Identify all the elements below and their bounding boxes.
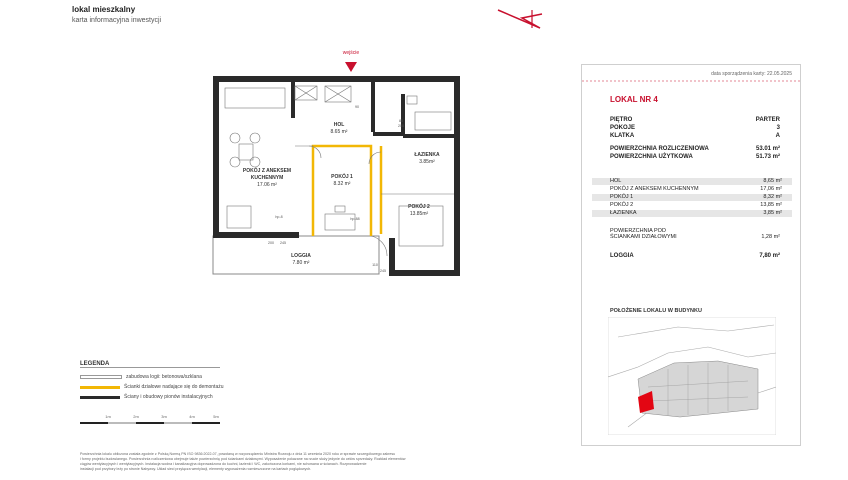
footer-line-1: Powierzchnia lokalu obliczona została zgodnie z Polską Normą PN ISO 9836:2022-07, powołaną w rozporządzeniu Ministra Rozwoju z dnia 11 września 2020 roku w sprawie szczegółowego zakresu: [80, 452, 396, 456]
room-loggia-area: 7.80 m²: [292, 260, 310, 266]
dim-245b: 245: [380, 269, 386, 273]
loggia-label: LOGGIA: [610, 253, 634, 259]
card-date: data sporządzenia karty: 22.05.2025: [711, 71, 792, 77]
footer-line-3: ciągów wentylacyjnych i wentylacyjnych. Instalacja wodna i kanalizacyjna doprowadzona do kuchni, łazienki i WC, zakończona korkami, nie schowana w ścianach. Rozprowadzenie: [80, 462, 367, 466]
room-value: 13,85 m²: [760, 202, 782, 208]
legend-swatch-loggia: [80, 375, 122, 379]
dim-hp88: hp-88: [350, 217, 360, 221]
area-row-usable: [610, 154, 780, 160]
footer-note: [80, 452, 600, 472]
legend-item-loggia: [80, 374, 202, 380]
extra-label-2: ŚCIANKAMI DZIAŁOWYMI: [610, 234, 677, 240]
position-title: POŁOŻENIE LOKALU W BUDYNKU: [610, 308, 702, 314]
scale-4m: 4m: [189, 414, 195, 419]
prop-label: POKOJE: [610, 125, 636, 131]
inner-walls: [291, 82, 454, 138]
prop-value: A: [775, 133, 780, 139]
scale-5m: 5m: [213, 414, 219, 419]
room-p2-area: 13.85m²: [409, 211, 429, 217]
legend-item-wall: [80, 394, 213, 400]
developer-logo-icon: [496, 6, 546, 32]
room-hol-name: HOL: [333, 122, 345, 128]
prop-value: PARTER: [755, 117, 780, 123]
scale-bar: [80, 412, 220, 428]
room-row-p1: [592, 194, 792, 201]
lokal-number: LOKAL NR 4: [610, 95, 658, 104]
room-p2-name: POKÓJ 2: [408, 204, 430, 210]
dim-245: 245: [280, 241, 286, 245]
scale-1m: 1m: [105, 414, 111, 419]
legend-label-partition: Ścianki działowe nadające się do demontażu: [124, 384, 224, 390]
room-label: POKÓJ 1: [610, 194, 634, 200]
room-value: 3,85 m²: [763, 210, 782, 216]
prop-row-floor: [610, 117, 780, 123]
extra-label-1: POWIERZCHNIA POD: [610, 228, 666, 234]
room-label: HOL: [610, 178, 622, 184]
room-hol-area: 8.65 m²: [330, 129, 348, 135]
entrance-label: wejście: [342, 50, 360, 56]
legend-swatch-wall: [80, 396, 120, 399]
room-label: ŁAZIENKA: [610, 210, 637, 216]
room-loggia-name: LOGGIA: [291, 253, 311, 259]
extra-value: 1,28 m²: [761, 234, 780, 240]
card-stripe: [582, 79, 800, 83]
room-value: 8,32 m²: [763, 194, 782, 200]
prop-label: PIĘTRO: [610, 117, 633, 123]
legend-title: LEGENDA: [80, 361, 110, 367]
building-location-map: [608, 317, 776, 435]
scale-3m: 3m: [161, 414, 167, 419]
room-row-lazienka: [592, 210, 792, 217]
dim-110: 110: [372, 263, 378, 267]
extra-area-row: [610, 228, 780, 240]
dim-hp8: hp-8: [275, 215, 283, 219]
entrance-arrow: [345, 62, 357, 72]
dim-80: 80: [399, 119, 403, 123]
header-title: lokal mieszkalny: [72, 5, 136, 14]
legend-divider: [80, 367, 220, 368]
room-value: 17,06 m²: [760, 186, 782, 192]
room-p1-area: 8.32 m²: [333, 181, 351, 187]
room-lazienka-name: ŁAZIENKA: [414, 152, 440, 158]
floor-plan: [205, 46, 475, 286]
room-value: 8,65 m²: [763, 178, 782, 184]
prop-row-rooms: [610, 125, 780, 131]
room-lazienka-area: 3.85m²: [419, 159, 435, 165]
loggia-value: 7,80 m²: [759, 253, 780, 259]
room-p1-name: POKÓJ 1: [331, 174, 353, 180]
footer-line-4: instalacji pod przybory leży po stronie Nabywcy. Układ sieci przyłącza wentylacji, elementy wyposażenia rozmieszczone na kartach poglądowych.: [80, 467, 312, 471]
dim-200b: 200: [268, 241, 274, 245]
room-row-kitchen: [592, 186, 792, 193]
legend-item-partition: [80, 384, 224, 390]
room-kitchen-name-2: KUCHENNYM: [250, 175, 284, 181]
area-value: 53.01 m²: [755, 146, 780, 152]
legend-swatch-partition: [80, 386, 120, 389]
area-value: 51.73 m²: [755, 154, 780, 160]
area-row-settlement: [610, 146, 780, 152]
room-label: POKÓJ 2: [610, 202, 634, 208]
room-label: POKÓJ Z ANEKSEM KUCHENNYM: [610, 186, 699, 192]
header-subtitle: karta informacyjna inwestycji: [72, 17, 162, 24]
room-kitchen-area: 17.06 m²: [257, 182, 277, 188]
legend-label-wall: Ściany i obudowy pionów instalacyjnych: [124, 394, 213, 400]
dim-200: 200: [398, 124, 404, 128]
area-label: POWIERZCHNIA UŻYTKOWA: [610, 154, 693, 160]
prop-value: 3: [776, 125, 780, 131]
prop-label: KLATKA: [610, 133, 635, 139]
info-card: [581, 64, 801, 446]
loggia-row: [610, 253, 780, 259]
legend-label-loggia: zabudowa logii: betonowa/szklana: [126, 374, 202, 380]
area-label: POWIERZCHNIA ROZLICZENIOWA: [610, 146, 709, 152]
footer-line-2: i formy projektu budowlanego. Powierzchnia rozliczeniowa obejmuje także powierzchnię pod ściankami działowymi. Wyposażenie pokazane na rzucie służy jedynie do celów sprzedaży. Rozkład elementów: [80, 457, 406, 461]
partitions: [313, 146, 381, 236]
dim-90: 90: [355, 105, 359, 109]
scale-2m: 2m: [133, 414, 139, 419]
room-kitchen-name-1: POKÓJ Z ANEKSEM: [242, 168, 292, 174]
prop-row-stairwell: [610, 133, 780, 139]
room-row-hol: [592, 178, 792, 185]
room-row-p2: [592, 202, 792, 209]
